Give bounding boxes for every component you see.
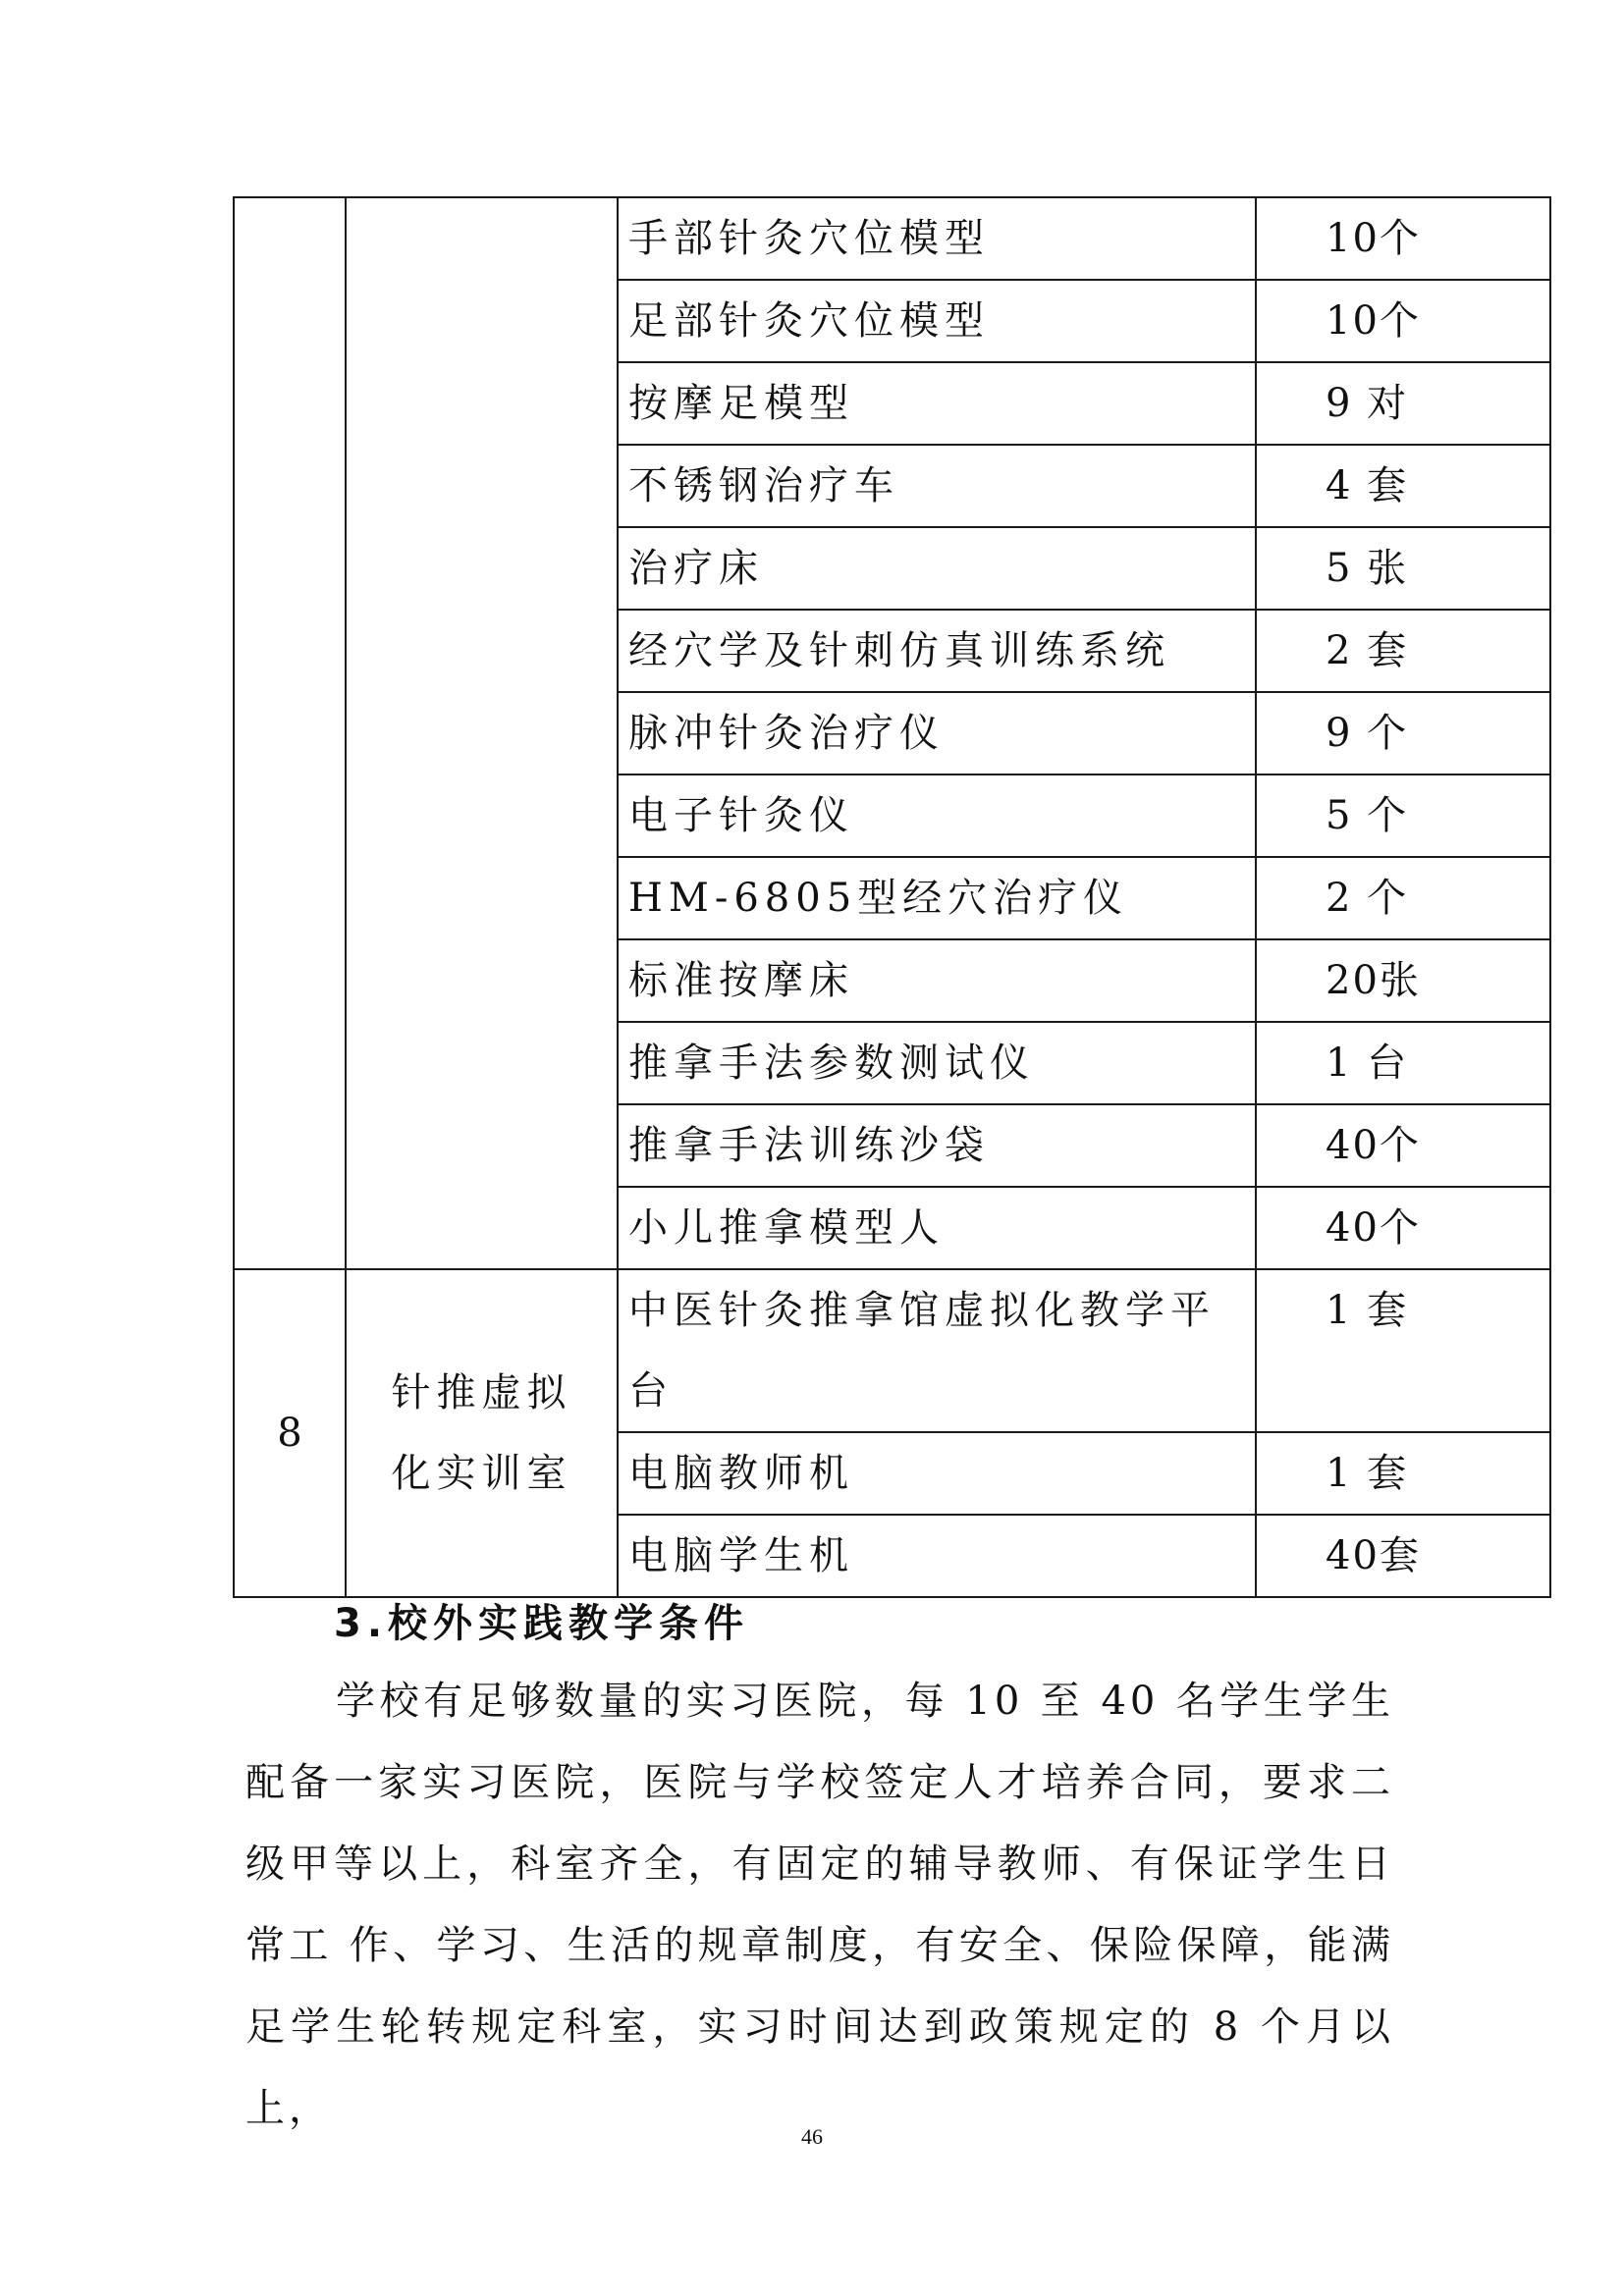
equipment-quantity: 1 套	[1256, 1269, 1550, 1432]
room-name-cell-continued	[346, 197, 618, 1269]
equipment-name: 标准按摩床	[618, 939, 1256, 1022]
equipment-name: 治疗床	[618, 527, 1256, 610]
equipment-quantity: 10个	[1256, 280, 1550, 362]
equipment-quantity: 40个	[1256, 1104, 1550, 1187]
equipment-name: 电脑学生机	[618, 1515, 1256, 1597]
equipment-name: 中医针灸推拿馆虚拟化教学平台	[618, 1269, 1256, 1432]
table-row	[234, 1269, 1550, 1432]
equipment-name: 手部针灸穴位模型	[618, 197, 1256, 280]
page-number: 46	[801, 2124, 823, 2149]
equipment-quantity: 5 张	[1256, 527, 1550, 610]
equipment-quantity: 2 个	[1256, 857, 1550, 939]
equipment-quantity: 1 套	[1256, 1432, 1550, 1515]
equipment-quantity: 10个	[1256, 197, 1550, 280]
equipment-quantity: 20张	[1256, 939, 1550, 1022]
equipment-quantity: 1 台	[1256, 1022, 1550, 1104]
equipment-quantity: 40套	[1256, 1515, 1550, 1597]
room-name-text: 针推虚拟化实训室	[391, 1370, 572, 1496]
equipment-name: 推拿手法参数测试仪	[618, 1022, 1256, 1104]
equipment-table	[233, 196, 1551, 1598]
equipment-name: 不锈钢治疗车	[618, 445, 1256, 527]
body-paragraph: 学校有足够数量的实习医院，每 10 至 40 名学生学生配备一家实习医院，医院与学校签定人才培养合同，要求二级甲等以上，科室齐全，有固定的辅导教师、有保证学生日常工 作、学习、生活的规章制度，有安全、保险保障，能满足学生轮转规定科室，实习时间达到政策规定的 8 个月以上，	[245, 1679, 1394, 2131]
equipment-name: 脉冲针灸治疗仪	[618, 692, 1256, 774]
equipment-name: 推拿手法训练沙袋	[618, 1104, 1256, 1187]
equipment-quantity: 9 对	[1256, 362, 1550, 445]
equipment-name: 按摩足模型	[618, 362, 1256, 445]
room-name-cell	[346, 1269, 618, 1597]
equipment-name: 足部针灸穴位模型	[618, 280, 1256, 362]
equipment-quantity: 40个	[1256, 1187, 1550, 1269]
equipment-table-body	[234, 197, 1550, 1597]
section-heading: 3.校外实践教学条件	[334, 1601, 750, 1646]
equipment-quantity: 2 套	[1256, 610, 1550, 692]
equipment-name: 电子针灸仪	[618, 774, 1256, 857]
equipment-name: 电脑教师机	[618, 1432, 1256, 1515]
equipment-quantity: 9 个	[1256, 692, 1550, 774]
equipment-quantity: 5 个	[1256, 774, 1550, 857]
equipment-name: 经穴学及针刺仿真训练系统	[618, 610, 1256, 692]
equipment-name: 小儿推拿模型人	[618, 1187, 1256, 1269]
equipment-name: HM-6805型经穴治疗仪	[618, 857, 1256, 939]
group-number-cell-continued	[234, 197, 346, 1269]
equipment-quantity: 4 套	[1256, 445, 1550, 527]
group-number-cell: 8	[234, 1269, 346, 1597]
table-row	[234, 197, 1550, 280]
